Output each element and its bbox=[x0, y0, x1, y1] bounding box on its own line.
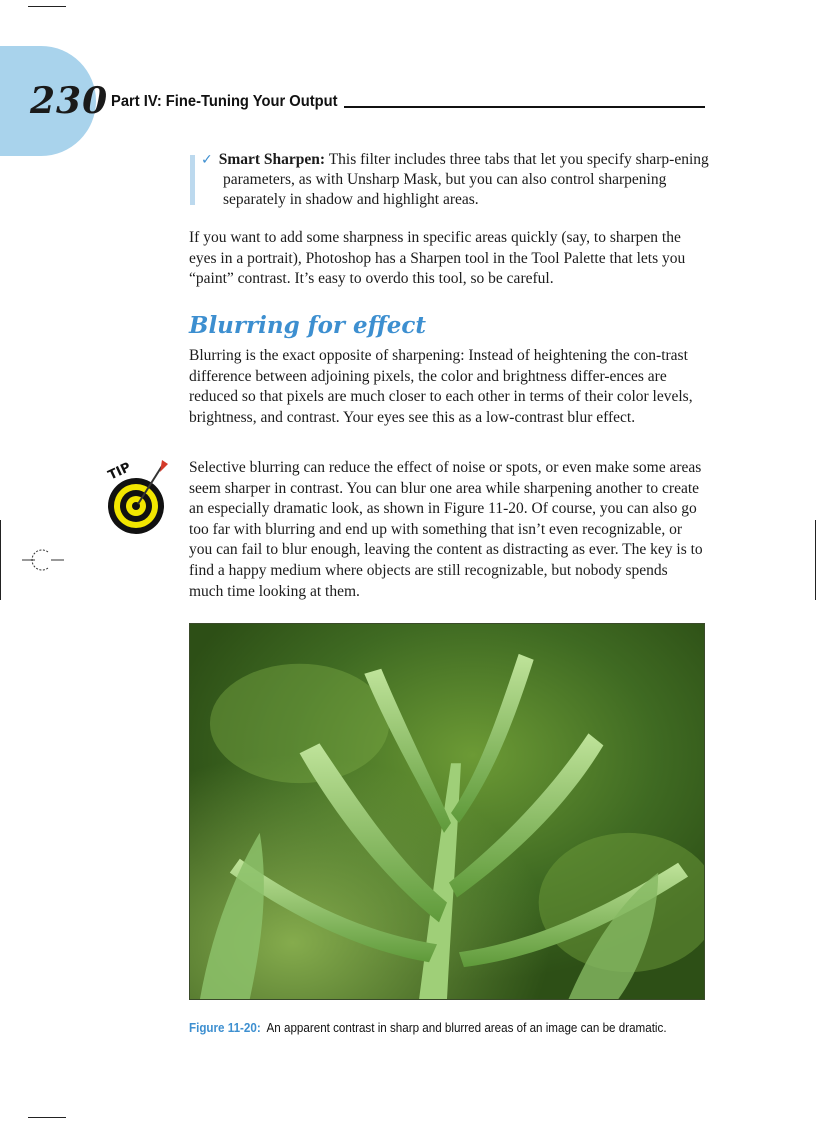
paragraph-sharpen-tool: If you want to add some sharpness in specific areas quickly (say, to sharpen the eyes in a portrait), Photoshop has a Sharpen tool in the Tool Palette that lets you “paint” contrast. It’s easy to overdo this tool, so be careful. bbox=[189, 229, 686, 288]
page-number: 230 bbox=[30, 80, 109, 122]
bullet-item bbox=[203, 150, 713, 210]
figure-photo bbox=[189, 623, 705, 1000]
crop-mark-bottom bbox=[28, 1117, 66, 1118]
paragraph-selective-blur: Selective blurring can reduce the effect of noise or spots, or even make some areas seem sharper in contrast. You can blur one area while sharpening another to create an especially dramatic look, as shown in Figure 11-20. Of course, you can also go too far with blurring and end up with something that isn’t even recognizable, or you can fail to blur enough, leaving the content as distracting as ever. The key is to find a happy medium where objects are still recognizable, but nobody spends much time looking at them. bbox=[189, 459, 703, 600]
bullet-lead: Smart Sharpen: bbox=[218, 151, 326, 168]
paragraph-blurring: Blurring is the exact opposite of sharpening: Instead of heightening the con-trast difference between adjoining pixels, the color and brightness differ-ences are reduced so that pixels are much closer to each other in terms of their color levels, brightness, and contrast. Your eyes see this as a low-contrast blur effect. bbox=[189, 347, 693, 426]
running-head: Part IV: Fine-Tuning Your Output bbox=[111, 93, 338, 110]
crop-mark-top bbox=[28, 6, 66, 7]
figure-caption-text: An apparent contrast in sharp and blurred areas of an image can be dramatic. bbox=[266, 1021, 667, 1035]
tip-label: TIP bbox=[105, 460, 134, 484]
header-rule bbox=[344, 106, 705, 108]
figure-label: Figure 11-20: bbox=[189, 1021, 261, 1035]
section-heading: Blurring for effect bbox=[189, 312, 426, 339]
checkmark-icon: ✓ bbox=[201, 152, 213, 168]
bullet-text: This filter includes three tabs that let you specify sharp-ening parameters, as with Unsharp Mask, but you can also control sharpening separately in shadow and highlight areas. bbox=[223, 151, 709, 208]
registration-mark-icon bbox=[20, 545, 66, 575]
figure-caption bbox=[189, 1021, 667, 1035]
tip-target-icon bbox=[104, 456, 174, 542]
bullet-bar bbox=[190, 155, 195, 205]
crop-mark-left bbox=[0, 520, 1, 600]
